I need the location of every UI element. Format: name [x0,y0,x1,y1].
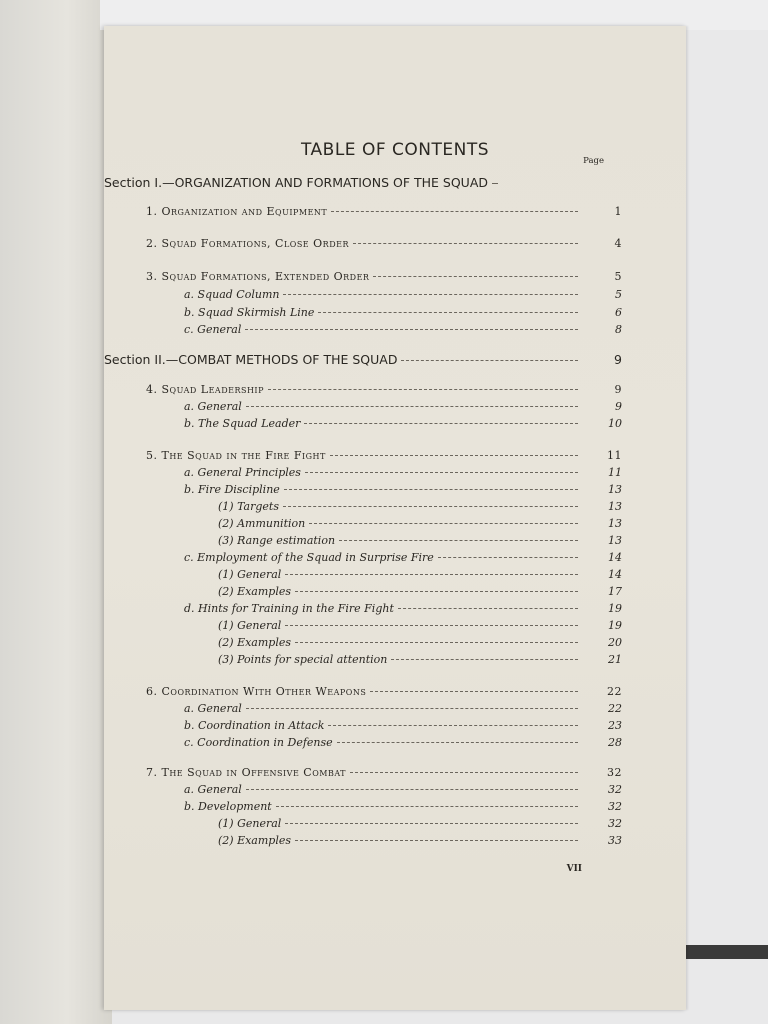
toc-subentry [184,400,622,418]
toc-entry-page: 32 [607,766,622,779]
leader-dots [276,806,578,807]
leader-dots [283,506,578,507]
toc-entry-page: 14 [608,551,622,564]
toc-subentry [184,702,622,720]
toc-entry-label: b. The Squad Leader [184,417,301,430]
toc-entry-page: 28 [608,736,622,749]
toc-entry-page: 8 [615,323,622,336]
book-page [104,26,686,1010]
toc-subsubentry [218,619,622,637]
leader-dots [285,823,578,824]
toc-entry-page: 22 [607,685,622,698]
toc-entry [146,383,622,401]
toc-subsubentry [218,534,622,552]
toc-entry [146,205,622,223]
leader-dots [268,389,578,390]
toc-entry-page: 9 [614,383,622,396]
toc-entry-page: 22 [608,702,622,715]
toc-subentry [184,800,622,818]
toc-entry-label: c. General [184,323,242,336]
toc-entry-page: 13 [608,517,622,530]
toc-entry-page: 5 [615,288,622,301]
leader-dots [295,840,578,841]
toc-entry-page: 13 [608,534,622,547]
toc-entry-page: 6 [615,306,622,319]
leader-dots [295,642,578,643]
leader-dots [246,789,578,790]
toc-entry-page: 23 [608,719,622,732]
toc-entry-label: c. Employment of the Squad in Surprise Fire [184,551,434,564]
toc-entry-label: 1. Organization and Equipment [146,205,328,218]
toc-entry-page: 19 [608,619,622,632]
leader-dots [353,243,578,244]
toc-entry-label: 2. Squad Formations, Close Order [146,237,349,250]
leader-dots [391,659,578,660]
toc-entry-label: (2) Examples [218,585,292,598]
leader-dots [285,574,578,575]
toc-subsubentry [218,653,622,671]
toc-entry-page: 32 [608,800,622,813]
toc-entry-page: 9 [614,352,622,367]
toc-subentry [184,736,622,754]
toc-entry-label: (1) General [218,568,282,581]
leader-dots [330,455,578,456]
toc-entry-page: 13 [608,483,622,496]
leader-dots [245,329,578,330]
background-dark-edge [672,945,768,959]
toc-subentry [184,719,622,737]
leader-dots [492,183,498,184]
toc-subsubentry [218,568,622,586]
leader-dots [398,608,578,609]
toc-subentry [184,466,622,484]
toc-entry-page: 11 [608,466,622,479]
toc-entry-page: 32 [608,783,622,796]
leader-dots [283,294,578,295]
toc-entry-label: 7. The Squad in Offensive Combat [146,766,347,779]
toc-entry-page: 10 [608,417,622,430]
toc-entry-page: 19 [608,602,622,615]
leader-dots [337,742,578,743]
toc-entry-label: a. General [184,783,242,796]
leader-dots [295,591,578,592]
toc-subentry [184,551,622,569]
toc-entry [146,237,622,255]
leader-dots [246,708,578,709]
background-left [0,0,112,1024]
toc-entry [146,766,622,784]
page-number-footer: VII [566,864,582,874]
leader-dots [318,312,578,313]
toc-entry-label: c. Coordination in Defense [184,736,333,749]
toc-entry-label: a. General [184,702,242,715]
toc-subentry [184,323,622,341]
toc-entry-label: (2) Examples [218,834,292,847]
leader-dots [373,276,578,277]
toc-entry-page: 32 [608,817,622,830]
toc-entry-page: 13 [608,500,622,513]
toc-entry-label: b. Squad Skirmish Line [184,306,315,319]
leader-dots [350,772,578,773]
leader-dots [401,360,578,361]
toc-entry-label: (2) Examples [218,636,292,649]
section-label: Section I.—ORGANIZATION AND FORMATIONS OF THE SQUAD [104,175,489,190]
toc-entry [146,270,622,288]
toc-subentry [184,602,622,620]
toc-entry-label: b. Fire Discipline [184,483,280,496]
toc-entry-page: 4 [614,237,622,250]
toc-entry-label: a. General Principles [184,466,301,479]
leader-dots [285,625,578,626]
toc-entry-label: 6. Coordination With Other Weapons [146,685,367,698]
toc-subentry [184,483,622,501]
leader-dots [304,423,578,424]
toc-entry-label: (1) General [218,619,282,632]
toc-entry-page: 21 [608,653,622,666]
toc-entry-label: b. Coordination in Attack [184,719,325,732]
leader-dots [370,691,578,692]
toc-entry [146,685,622,703]
toc-entry-page: 33 [608,834,622,847]
toc-entry-label: 5. The Squad in the Fire Fight [146,449,326,462]
toc-subsubentry [218,636,622,654]
section-heading-2 [104,352,622,370]
section-heading-1 [104,175,582,193]
leader-dots [331,211,578,212]
page-title: TABLE OF CONTENTS [300,140,490,160]
toc-subentry [184,306,622,324]
toc-entry-label: 3. Squad Formations, Extended Order [146,270,370,283]
leader-dots [328,725,578,726]
toc-entry-label: (3) Range estimation [218,534,336,547]
toc-subsubentry [218,517,622,535]
toc-entry-label: d. Hints for Training in the Fire Fight [184,602,394,615]
toc-entry-label: 4. Squad Leadership [146,383,264,396]
leader-dots [246,406,578,407]
toc-entry-page: 1 [614,205,622,218]
page-column-header: Page [583,156,604,166]
toc-entry-label: (3) Points for special attention [218,653,388,666]
toc-subsubentry [218,834,622,852]
toc-subentry [184,288,622,306]
toc-entry-label: (2) Ammunition [218,517,306,530]
leader-dots [438,557,578,558]
toc-subsubentry [218,585,622,603]
toc-entry-label: (1) Targets [218,500,279,513]
section-label: Section II.—COMBAT METHODS OF THE SQUAD [104,352,398,367]
toc-entry-page: 11 [607,449,622,462]
toc-subentry [184,417,622,435]
leader-dots [309,523,578,524]
toc-entry [146,449,622,467]
toc-entry-page: 14 [608,568,622,581]
toc-subsubentry [218,500,622,518]
leader-dots [339,540,578,541]
toc-entry-label: a. General [184,400,242,413]
toc-entry-label: b. Development [184,800,272,813]
toc-subentry [184,783,622,801]
toc-entry-page: 17 [608,585,622,598]
leader-dots [305,472,578,473]
toc-entry-page: 5 [614,270,622,283]
toc-subsubentry [218,817,622,835]
toc-entry-label: a. Squad Column [184,288,280,301]
leader-dots [284,489,578,490]
toc-entry-label: (1) General [218,817,282,830]
toc-entry-page: 20 [608,636,622,649]
toc-entry-page: 9 [615,400,622,413]
